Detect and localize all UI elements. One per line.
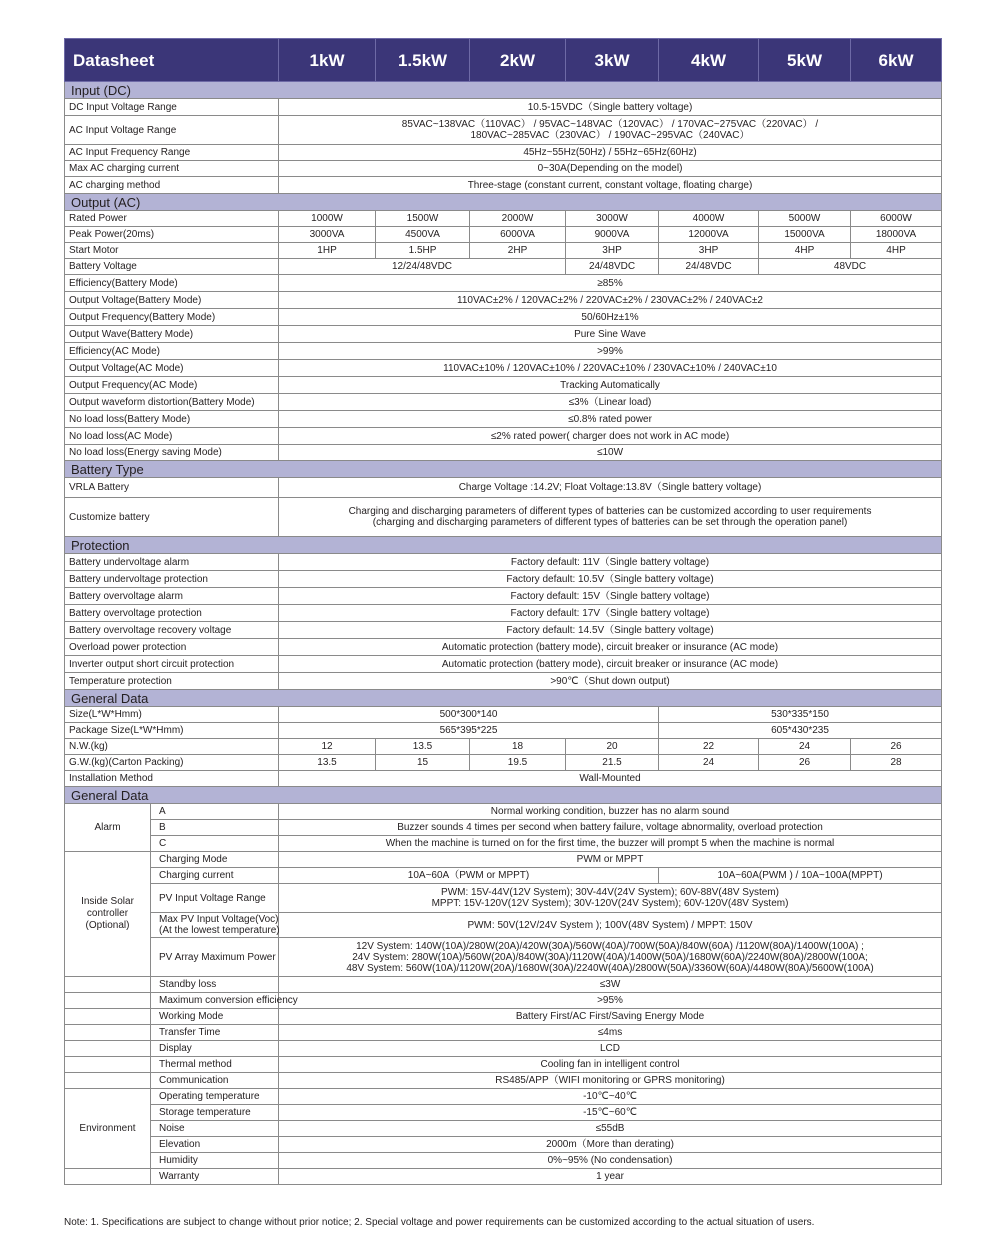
section-header: [65, 787, 942, 804]
table-row: [65, 275, 942, 292]
row-value: ≤2% rated power( charger does not work in AC mode): [279, 428, 942, 445]
row-label: Transfer Time: [151, 1025, 279, 1041]
row-label: Maximum conversion efficiency: [151, 993, 279, 1009]
row-label: Battery overvoltage alarm: [65, 588, 279, 605]
row-label: Operating temperature: [151, 1089, 279, 1105]
section-header: [65, 461, 942, 478]
row-label: AC Input Frequency Range: [65, 145, 279, 161]
row-value: ≤0.8% rated power: [279, 411, 942, 428]
cell: 21.5: [566, 755, 659, 771]
row-value: Battery First/AC First/Saving Energy Mode: [279, 1009, 942, 1025]
row-value: PWM: 50V(12V/24V System ); 100V(48V System) / MPPT: 150V: [279, 913, 942, 938]
table-row: [65, 588, 942, 605]
cell: 9000VA: [566, 227, 659, 243]
cell: 1.5HP: [376, 243, 470, 259]
row-value: [279, 116, 942, 145]
cell: 24/48VDC: [566, 259, 659, 275]
table-row: [65, 145, 942, 161]
cell: 18000VA: [851, 227, 942, 243]
table-row: [65, 771, 942, 787]
row-value: ≤10W: [279, 445, 942, 461]
group-spacer: [65, 977, 151, 993]
label-line: Max PV Input Voltage(Voc): [159, 914, 279, 925]
row-value: 110VAC±2% / 120VAC±2% / 220VAC±2% / 230VAC±2% / 240VAC±2: [279, 292, 942, 309]
row-label: Overload power protection: [65, 639, 279, 656]
row-label: Size(L*W*Hmm): [65, 707, 279, 723]
group-spacer: [65, 1009, 151, 1025]
cell: 24: [659, 755, 759, 771]
model-header: 3kW: [566, 39, 659, 82]
table-row: [65, 723, 942, 739]
row-label: AC Input Voltage Range: [65, 116, 279, 145]
model-header: 1.5kW: [376, 39, 470, 82]
table-row: [65, 1105, 942, 1121]
row-value: 110VAC±10% / 120VAC±10% / 220VAC±10% / 230VAC±10% / 240VAC±10: [279, 360, 942, 377]
model-header: 1kW: [279, 39, 376, 82]
cell: 3HP: [659, 243, 759, 259]
row-value: [279, 884, 942, 913]
row-label: Temperature protection: [65, 673, 279, 690]
cell: 4HP: [759, 243, 851, 259]
table-row: [65, 292, 942, 309]
row-value: Factory default: 11V（Single battery voltage): [279, 554, 942, 571]
row-value: >90℃（Shut down output): [279, 673, 942, 690]
model-header: 4kW: [659, 39, 759, 82]
cell: 6000W: [851, 211, 942, 227]
row-value: Charge Voltage :14.2V; Float Voltage:13.8V（Single battery voltage): [279, 478, 942, 498]
value-line: 48V System: 560W(10A)/1120W(20A)/1680W(30A)/2240W(40A)/2800W(50A)/3360W(60A)/4480W(80A)/5600W(100A): [346, 962, 874, 974]
table-row: [65, 977, 942, 993]
table-row: [65, 739, 942, 755]
table-row: [65, 1121, 942, 1137]
table-row: [65, 938, 942, 977]
table-row: [65, 707, 942, 723]
row-value: Tracking Automatically: [279, 377, 942, 394]
section-title-input: Input (DC): [65, 82, 942, 99]
row-value: ≥85%: [279, 275, 942, 292]
cell: 20: [566, 739, 659, 755]
cell: 24: [759, 739, 851, 755]
label-line: (At the lowest temperature): [159, 925, 280, 936]
value-line: PWM: 15V-44V(12V System); 30V-44V(24V System); 60V-88V(48V System): [441, 887, 779, 898]
row-value: Normal working condition, buzzer has no alarm sound: [279, 804, 942, 820]
group-spacer: [65, 1025, 151, 1041]
table-row: [65, 343, 942, 360]
value-line: (charging and discharging parameters of different types of batteries can be set through the operation panel): [372, 517, 848, 528]
row-label: Battery undervoltage alarm: [65, 554, 279, 571]
row-value: [279, 498, 942, 537]
row-value: 0~30A(Depending on the model): [279, 161, 942, 177]
row-label: Output Frequency(Battery Mode): [65, 309, 279, 326]
section-title-general: General Data: [65, 690, 942, 707]
row-label: PV Input Voltage Range: [151, 884, 279, 913]
row-label: [151, 913, 279, 938]
row-label: Thermal method: [151, 1057, 279, 1073]
footnote: Note: 1. Specifications are subject to change without prior notice; 2. Special voltage and power requirements can be customized according to the actual situation of users.: [64, 1217, 815, 1228]
cell: 10A~60A(PWM ) / 10A~100A(MPPT): [659, 868, 942, 884]
table-row: [65, 445, 942, 461]
cell: 13.5: [376, 739, 470, 755]
row-value: When the machine is turned on for the first time, the buzzer will prompt 5 when the machine is normal: [279, 836, 942, 852]
cell: 24/48VDC: [659, 259, 759, 275]
row-label: No load loss(AC Mode): [65, 428, 279, 445]
row-label: DC Input Voltage Range: [65, 99, 279, 116]
row-label: Package Size(L*W*Hmm): [65, 723, 279, 739]
group-label-environment: Environment: [65, 1089, 151, 1169]
row-label: Output Voltage(Battery Mode): [65, 292, 279, 309]
table-row: [65, 1153, 942, 1169]
table-row: [65, 1169, 942, 1185]
table-row: [65, 411, 942, 428]
header-row: [65, 39, 942, 82]
cell: 4HP: [851, 243, 942, 259]
table-row: [65, 820, 942, 836]
row-value: 50/60Hz±1%: [279, 309, 942, 326]
row-label: Battery undervoltage protection: [65, 571, 279, 588]
cell: 2HP: [470, 243, 566, 259]
table-row: [65, 673, 942, 690]
row-value: ≤4ms: [279, 1025, 942, 1041]
table-row: [65, 360, 942, 377]
group-label-alarm: Alarm: [65, 804, 151, 852]
cell: 1000W: [279, 211, 376, 227]
row-value: 45Hz~55Hz(50Hz) / 55Hz~65Hz(60Hz): [279, 145, 942, 161]
value-line: MPPT: 15V-120V(12V System); 30V-120V(24V System); 60V-120V(48V System): [431, 898, 789, 909]
row-label: PV Array Maximum Power: [151, 938, 279, 977]
row-label: Elevation: [151, 1137, 279, 1153]
group-spacer: [65, 1041, 151, 1057]
row-label: Inverter output short circuit protection: [65, 656, 279, 673]
cell: 22: [659, 739, 759, 755]
group-label-solar: Inside Solar controller (Optional): [65, 852, 151, 977]
row-value: ≤3%（Linear load): [279, 394, 942, 411]
row-value: Pure Sine Wave: [279, 326, 942, 343]
table-row: [65, 1041, 942, 1057]
table-row: [65, 852, 942, 868]
table-row: [65, 177, 942, 194]
group-spacer: [65, 1057, 151, 1073]
table-row: [65, 227, 942, 243]
value-line: Charging and discharging parameters of different types of batteries can be customized according to user requirements: [348, 506, 872, 517]
table-row: [65, 243, 942, 259]
row-label: Start Motor: [65, 243, 279, 259]
table-row: [65, 377, 942, 394]
table-row: [65, 755, 942, 771]
row-value: -10℃~40℃: [279, 1089, 942, 1105]
row-value: 1 year: [279, 1169, 942, 1185]
model-header: 2kW: [470, 39, 566, 82]
group-spacer: [65, 1169, 151, 1185]
row-label: Peak Power(20ms): [65, 227, 279, 243]
cell: 5000W: [759, 211, 851, 227]
row-label: No load loss(Battery Mode): [65, 411, 279, 428]
row-label: Output Frequency(AC Mode): [65, 377, 279, 394]
table-row: [65, 913, 942, 938]
table-row: [65, 259, 942, 275]
row-label: Battery overvoltage recovery voltage: [65, 622, 279, 639]
cell: 530*335*150: [659, 707, 942, 723]
row-label: Noise: [151, 1121, 279, 1137]
section-header: [65, 690, 942, 707]
cell: 2000W: [470, 211, 566, 227]
row-value: >99%: [279, 343, 942, 360]
row-label: VRLA Battery: [65, 478, 279, 498]
row-label: Output Voltage(AC Mode): [65, 360, 279, 377]
row-value: >95%: [279, 993, 942, 1009]
row-value: Factory default: 17V（Single battery voltage): [279, 605, 942, 622]
row-value: 10.5-15VDC（Single battery voltage): [279, 99, 942, 116]
spec-table: [64, 38, 942, 1185]
row-label: Charging Mode: [151, 852, 279, 868]
table-row: [65, 116, 942, 145]
table-row: [65, 326, 942, 343]
row-value: ≤3W: [279, 977, 942, 993]
section-title-battery: Battery Type: [65, 461, 942, 478]
table-row: [65, 1009, 942, 1025]
cell: 1500W: [376, 211, 470, 227]
row-value: RS485/APP（WIFI monitoring or GPRS monitoring): [279, 1073, 942, 1089]
row-label: Storage temperature: [151, 1105, 279, 1121]
value-line: 180VAC~285VAC（230VAC） / 190VAC~295VAC（240VAC）: [470, 130, 750, 141]
section-header: [65, 194, 942, 211]
table-row: [65, 1057, 942, 1073]
row-label: N.W.(kg): [65, 739, 279, 755]
row-label: Max AC charging current: [65, 161, 279, 177]
section-header: [65, 82, 942, 99]
table-row: [65, 99, 942, 116]
model-header: 6kW: [851, 39, 942, 82]
table-row: [65, 804, 942, 820]
table-row: [65, 1025, 942, 1041]
row-label: Output Wave(Battery Mode): [65, 326, 279, 343]
cell: 12000VA: [659, 227, 759, 243]
table-row: [65, 605, 942, 622]
row-value: Automatic protection (battery mode), circuit breaker or insurance (AC mode): [279, 639, 942, 656]
row-label: B: [151, 820, 279, 836]
section-title-protection: Protection: [65, 537, 942, 554]
table-row: [65, 309, 942, 326]
cell: 19.5: [470, 755, 566, 771]
row-label: Standby loss: [151, 977, 279, 993]
cell: 3HP: [566, 243, 659, 259]
row-label: C: [151, 836, 279, 852]
row-label: Communication: [151, 1073, 279, 1089]
cell: 26: [851, 739, 942, 755]
table-row: [65, 836, 942, 852]
row-value: 0%~95% (No condensation): [279, 1153, 942, 1169]
datasheet-title: Datasheet: [65, 39, 279, 82]
cell: 12/24/48VDC: [279, 259, 566, 275]
table-row: [65, 993, 942, 1009]
table-row: [65, 656, 942, 673]
cell: 6000VA: [470, 227, 566, 243]
cell: 4500VA: [376, 227, 470, 243]
group-spacer: [65, 1073, 151, 1089]
row-label: Charging current: [151, 868, 279, 884]
row-value: ≤55dB: [279, 1121, 942, 1137]
row-label: Efficiency(Battery Mode): [65, 275, 279, 292]
section-header: [65, 537, 942, 554]
row-value: 2000m（More than derating): [279, 1137, 942, 1153]
table-row: [65, 571, 942, 588]
row-value: Factory default: 15V（Single battery voltage): [279, 588, 942, 605]
row-label: Display: [151, 1041, 279, 1057]
table-row: [65, 211, 942, 227]
row-label: G.W.(kg)(Carton Packing): [65, 755, 279, 771]
cell: 15: [376, 755, 470, 771]
row-label: Humidity: [151, 1153, 279, 1169]
row-value: Automatic protection (battery mode), circuit breaker or insurance (AC mode): [279, 656, 942, 673]
cell: 26: [759, 755, 851, 771]
cell: 18: [470, 739, 566, 755]
table-row: [65, 394, 942, 411]
datasheet: [64, 38, 941, 1185]
value-line: 24V System: 280W(10A)/560W(20A)/840W(30A)/1120W(40A)/1400W(50A)/1680W(60A)/2240W(80A)/2800W(100A;: [352, 951, 868, 963]
row-label: AC charging method: [65, 177, 279, 194]
table-row: [65, 498, 942, 537]
cell: 605*430*235: [659, 723, 942, 739]
row-value: PWM or MPPT: [279, 852, 942, 868]
table-row: [65, 1089, 942, 1105]
cell: 565*395*225: [279, 723, 659, 739]
row-value: LCD: [279, 1041, 942, 1057]
row-label: Rated Power: [65, 211, 279, 227]
table-row: [65, 554, 942, 571]
row-value: Buzzer sounds 4 times per second when battery failure, voltage abnormality, overload protection: [279, 820, 942, 836]
table-row: [65, 622, 942, 639]
section-title-output: Output (AC): [65, 194, 942, 211]
model-header: 5kW: [759, 39, 851, 82]
row-label: Working Mode: [151, 1009, 279, 1025]
row-label: A: [151, 804, 279, 820]
row-value: -15℃~60℃: [279, 1105, 942, 1121]
row-label: Output waveform distortion(Battery Mode): [65, 394, 279, 411]
table-row: [65, 868, 942, 884]
row-label: Battery Voltage: [65, 259, 279, 275]
table-row: [65, 161, 942, 177]
value-line: 12V System: 140W(10A)/280W(20A)/420W(30A)/560W(40A)/700W(50A)/840W(60A) /1120W(80A)/1400W(100A) ;: [356, 940, 864, 952]
table-row: [65, 1073, 942, 1089]
table-row: [65, 428, 942, 445]
row-label: Efficiency(AC Mode): [65, 343, 279, 360]
table-row: [65, 884, 942, 913]
table-row: [65, 1137, 942, 1153]
row-label: Warranty: [151, 1169, 279, 1185]
cell: 1HP: [279, 243, 376, 259]
table-row: [65, 478, 942, 498]
row-value: [279, 938, 942, 977]
cell: 3000W: [566, 211, 659, 227]
value-line: 85VAC~138VAC（110VAC） / 95VAC~148VAC（120VAC） / 170VAC~275VAC（220VAC） /: [401, 119, 819, 130]
cell: 48VDC: [759, 259, 942, 275]
cell: 500*300*140: [279, 707, 659, 723]
cell: 4000W: [659, 211, 759, 227]
row-value: Wall-Mounted: [279, 771, 942, 787]
row-label: No load loss(Energy saving Mode): [65, 445, 279, 461]
row-value: Factory default: 14.5V（Single battery voltage): [279, 622, 942, 639]
row-value: Cooling fan in intelligent control: [279, 1057, 942, 1073]
row-label: Installation Method: [65, 771, 279, 787]
table-row: [65, 639, 942, 656]
group-spacer: [65, 993, 151, 1009]
row-value: Factory default: 10.5V（Single battery voltage): [279, 571, 942, 588]
cell: 28: [851, 755, 942, 771]
cell: 12: [279, 739, 376, 755]
row-label: Battery overvoltage protection: [65, 605, 279, 622]
row-label: Customize battery: [65, 498, 279, 537]
cell: 13.5: [279, 755, 376, 771]
section-title-general-2: General Data: [65, 787, 942, 804]
cell: 3000VA: [279, 227, 376, 243]
cell: 10A~60A（PWM or MPPT): [279, 868, 659, 884]
cell: 15000VA: [759, 227, 851, 243]
row-value: Three-stage (constant current, constant voltage, floating charge): [279, 177, 942, 194]
